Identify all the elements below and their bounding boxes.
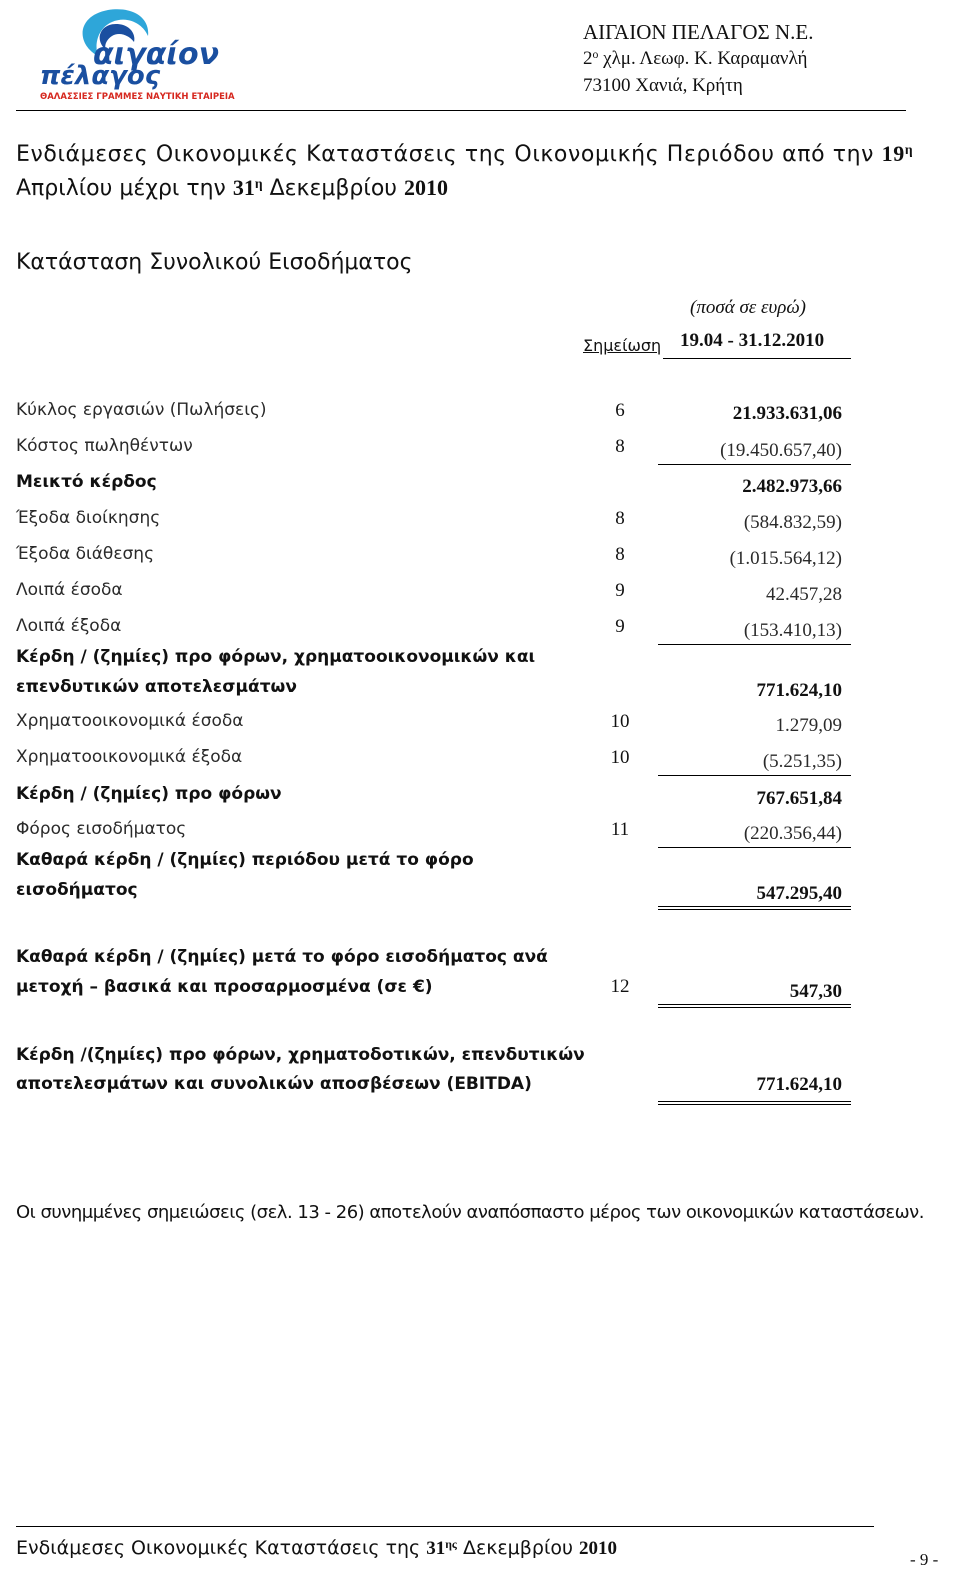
row-value-gross-profit: 2.482.973,66 <box>742 476 842 497</box>
total-double-line-top <box>658 906 851 907</box>
total-double-line-top <box>658 1004 851 1005</box>
company-logo <box>36 4 266 104</box>
row-label-cost-of-sales: Κόστος πωληθέντων <box>16 436 193 456</box>
row-value-income-tax: (220.356,44) <box>743 823 842 844</box>
row-label-eps-line2: μετοχή – βασικά και προσαρμοσμένα (σε €) <box>16 977 433 997</box>
row-label-net-profit-line2: εισοδήματος <box>16 880 138 900</box>
row-value-cost-of-sales: (19.450.657,40) <box>720 440 842 461</box>
footer-year: 2010 <box>579 1538 618 1559</box>
title-line1-text: Ενδιάμεσες Οικονομικές Καταστάσεις της Οικονομικής Περιόδου από την <box>16 142 882 167</box>
address-street: χλμ. Λεωφ. Κ. Καραμανλή <box>598 48 808 69</box>
row-label-profit-before-tax: Κέρδη / (ζημίες) προ φόρων <box>16 784 282 804</box>
row-label-operating-profit-line1: Κέρδη / (ζημίες) προ φόρων, χρηματοοικονομικών και <box>16 647 536 667</box>
row-label-revenue: Κύκλος εργασιών (Πωλήσεις) <box>16 400 267 420</box>
total-double-line-bottom <box>658 1104 851 1105</box>
title-line1-day: 19 <box>881 141 905 166</box>
company-name: ΑΙΓΑΙΟΝ ΠΕΛΑΓΟΣ Ν.Ε. <box>583 20 814 44</box>
row-label-other-expenses: Λοιπά έξοδα <box>16 616 122 636</box>
row-note-finance-expenses: 10 <box>610 747 630 768</box>
title-line2-text2: Δεκεμβρίου <box>262 176 404 201</box>
row-value-other-income: 42.457,28 <box>766 584 842 605</box>
company-address-line2: 73100 Χανιά, Κρήτη <box>583 75 743 96</box>
row-note-cost-of-sales: 8 <box>615 436 625 457</box>
row-label-other-income: Λοιπά έσοδα <box>16 580 123 600</box>
notes-disclaimer: Οι συνημμένες σημειώσεις (σελ. 13 - 26) αποτελούν αναπόσπαστο μέρος των οικονομικών καταστάσεων. <box>16 1202 924 1223</box>
row-value-finance-income: 1.279,09 <box>775 715 842 736</box>
total-double-line-top <box>658 1101 851 1102</box>
row-value-ebitda: 771.624,10 <box>756 1074 842 1095</box>
total-double-line-bottom <box>658 1007 851 1008</box>
logo-tagline: ΘΑΛΑΣΣΙΕΣ ΓΡΑΜΜΕΣ ΝΑΥΤΙΚΗ ΕΤΑΙΡΕΙΑ <box>40 92 235 102</box>
subtotal-line <box>658 847 851 848</box>
subtotal-line <box>658 644 851 645</box>
row-value-eps: 547,30 <box>789 981 842 1002</box>
row-value-revenue: 21.933.631,06 <box>732 403 842 424</box>
row-value-net-profit: 547.295,40 <box>756 883 842 904</box>
footer-day-sup: ης <box>445 1538 457 1552</box>
header-divider <box>16 110 906 111</box>
statement-subtitle: Κατάσταση Συνολικού Εισοδήματος <box>16 250 413 275</box>
row-label-eps-line1: Καθαρά κέρδη / (ζημίες) μετά το φόρο εισοδήματος ανά <box>16 947 548 967</box>
row-label-distribution-expenses: Έξοδα διάθεσης <box>16 544 155 564</box>
row-label-ebitda-line1: Κέρδη /(ζημίες) προ φόρων, χρηματοδοτικών, επενδυτικών <box>16 1045 585 1065</box>
row-value-other-expenses: (153.410,13) <box>743 620 842 641</box>
row-label-finance-expenses: Χρηματοοικονομικά έξοδα <box>16 747 243 767</box>
row-note-admin-expenses: 8 <box>615 508 625 529</box>
period-header-underline <box>663 358 851 359</box>
row-label-finance-income: Χρηματοοικονομικά έσοδα <box>16 711 244 731</box>
row-note-other-income: 9 <box>615 580 625 601</box>
company-address-line1 <box>583 48 808 70</box>
currency-note: (ποσά σε ευρώ) <box>690 297 806 318</box>
row-value-distribution-expenses: (1.015.564,12) <box>729 548 842 569</box>
footer-divider <box>16 1526 874 1527</box>
logo-text-bottom: πέλαγος <box>39 61 161 91</box>
page-number: - 9 - <box>910 1550 939 1569</box>
address-km-sup: ο <box>592 48 599 62</box>
row-note-income-tax: 11 <box>610 819 630 840</box>
row-label-ebitda-line2: αποτελεσμάτων και συνολικών αποσβέσεων (EBITDA) <box>16 1074 532 1094</box>
row-value-admin-expenses: (584.832,59) <box>743 512 842 533</box>
row-label-net-profit-line1: Καθαρά κέρδη / (ζημίες) περιόδου μετά το φόρο <box>16 850 474 870</box>
row-note-distribution-expenses: 8 <box>615 544 625 565</box>
row-label-operating-profit-line2: επενδυτικών αποτελεσμάτων <box>16 677 297 697</box>
row-label-income-tax: Φόρος εισοδήματος <box>16 819 187 839</box>
row-note-eps: 12 <box>610 976 630 997</box>
footer-day: 31 <box>426 1538 446 1559</box>
footer-text1: Ενδιάμεσες Οικονομικές Καταστάσεις της <box>16 1537 427 1559</box>
logo-text-top: αιγαίον <box>92 37 220 72</box>
document-title-line2 <box>16 175 448 201</box>
title-line2-sup: η <box>254 176 263 192</box>
row-note-other-expenses: 9 <box>615 616 625 637</box>
footer-text2: Δεκεμβρίου <box>456 1537 580 1559</box>
title-line2-day: 31 <box>232 175 255 200</box>
row-note-finance-income: 10 <box>610 711 630 732</box>
title-line1-sup: η <box>904 142 914 158</box>
row-value-operating-profit: 771.624,10 <box>756 680 842 701</box>
note-column-header: Σημείωση <box>583 336 662 355</box>
row-value-profit-before-tax: 767.651,84 <box>756 788 842 809</box>
address-km: 2 <box>583 48 593 69</box>
row-label-admin-expenses: Έξοδα διοίκησης <box>16 508 161 528</box>
footer-title <box>16 1537 617 1560</box>
total-double-line-bottom <box>658 909 851 910</box>
title-line2-year: 2010 <box>404 175 448 200</box>
title-line2-text1: Απριλίου μέχρι την <box>16 176 233 201</box>
subtotal-line <box>658 464 851 465</box>
row-note-revenue: 6 <box>615 400 625 421</box>
row-value-finance-expenses: (5.251,35) <box>762 751 842 772</box>
row-label-gross-profit: Μεικτό κέρδος <box>16 472 157 492</box>
period-column-header: 19.04 - 31.12.2010 <box>680 330 825 351</box>
subtotal-line <box>658 775 851 776</box>
document-title-line1 <box>16 141 913 167</box>
